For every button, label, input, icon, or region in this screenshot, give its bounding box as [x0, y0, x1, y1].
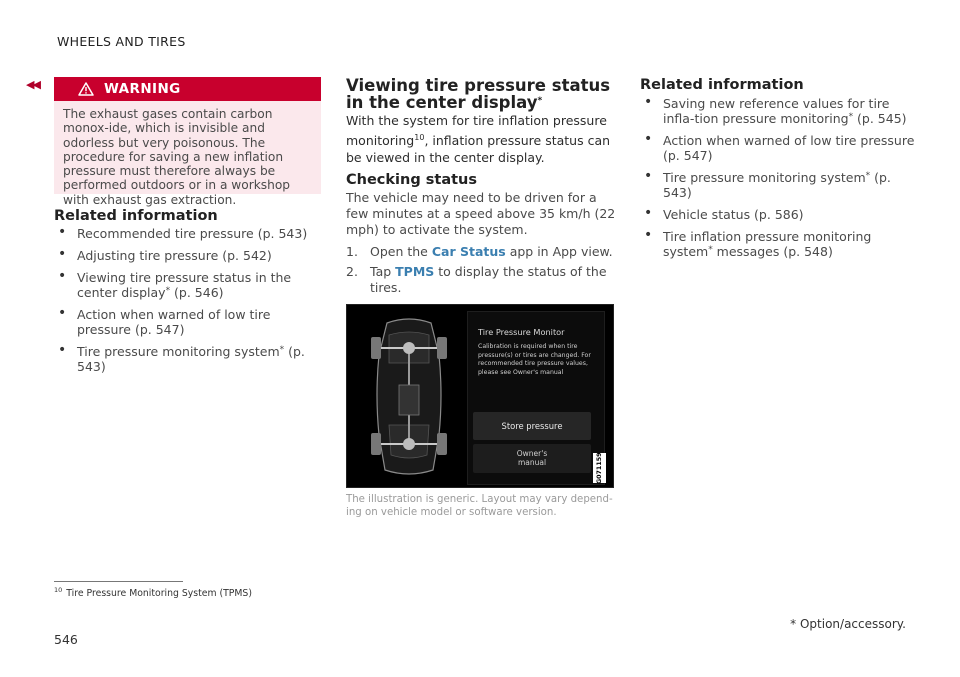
- footnote: $^{10}$ Tire Pressure Monitoring System (TPMS): [54, 586, 252, 600]
- step-item: 2. Tap TPMS to display the status of the tires.: [346, 264, 607, 295]
- related-link[interactable]: • Recommended tire pressure (p. 543): [54, 226, 324, 241]
- option-accessory-note: * Option/accessory.: [790, 617, 906, 631]
- section-title: Viewing tire pressure status in the center display*: [346, 76, 611, 112]
- related-link[interactable]: • Viewing tire pressure status in the center display* (p. 546): [54, 270, 324, 300]
- related-link[interactable]: • Adjusting tire pressure (p. 542): [54, 248, 324, 263]
- car-topview-icon: [359, 315, 459, 480]
- checking-status-body: The vehicle may need to be driven for a few minutes at a speed above 35 km/h (22 mph) to activate the system. 1. Open the Car Status app in App view. 2. Tap TPMS to display the status of the tires.: [346, 190, 616, 295]
- tpms-panel-description: Calibration is required when tire pressure(s) or tires are changed. For recommended tire pressure values, please see Owner's manual: [478, 343, 591, 376]
- tpms-panel: [467, 311, 605, 485]
- related-info-left: [54, 208, 324, 381]
- related-link[interactable]: • Tire inflation pressure monitoring system* messages (p. 548): [640, 229, 915, 259]
- subheading-checking-status: Checking status: [346, 172, 477, 188]
- footnote-divider: [54, 581, 183, 582]
- related-link[interactable]: • Tire pressure monitoring system* (p. 543): [54, 344, 324, 374]
- section-header: WHEELS AND TIRES: [57, 34, 186, 49]
- tpms-panel-title: Tire Pressure Monitor: [478, 327, 565, 337]
- car-status-label: Car Status: [431, 244, 506, 259]
- related-link[interactable]: • Action when warned of low tire pressure (p. 547): [54, 307, 324, 337]
- warning-title: WARNING: [104, 81, 181, 97]
- related-link[interactable]: • Vehicle status (p. 586): [640, 207, 915, 222]
- related-link[interactable]: • Action when warned of low tire pressure (p. 547): [640, 133, 915, 163]
- footnote-ref[interactable]: 10: [414, 133, 425, 142]
- tpms-label: TPMS: [395, 264, 435, 279]
- owners-manual-button[interactable]: Owner's manual: [473, 444, 591, 473]
- warning-text: The exhaust gases contain carbon monox-ide, which is invisible and odorless but very poisonous. The procedure for saving a new inflation pressure must therefore always be performed outdoors or in a workshop with exhaust gas extraction.: [63, 107, 291, 207]
- figure-code: G071159: [593, 453, 606, 483]
- previous-page-icon[interactable]: ◀◀: [26, 78, 39, 91]
- page-number: 546: [54, 632, 78, 647]
- store-pressure-button[interactable]: Store pressure: [473, 412, 591, 440]
- step-item: 1. Open the Car Status app in App view.: [346, 244, 613, 259]
- related-info-right: [640, 77, 915, 266]
- related-link[interactable]: • Tire pressure monitoring system* (p. 543): [640, 170, 915, 200]
- warning-triangle-icon: [78, 82, 94, 96]
- figure-caption: The illustration is generic. Layout may vary depend-ing on vehicle model or software version.: [346, 494, 613, 518]
- related-info-heading: Related information: [640, 77, 804, 93]
- intro-paragraph: With the system for tire inflation pressure monitoring$^{10}$, inflation pressure status can be viewed in the center display.: [346, 113, 611, 166]
- warning-header: [54, 77, 321, 101]
- warning-box: [54, 77, 321, 207]
- related-link[interactable]: • Saving new reference values for tire infla-tion pressure monitoring* (p. 545): [640, 96, 915, 126]
- tpms-screen-illustration: [346, 304, 614, 488]
- related-info-heading: Related information: [54, 208, 218, 224]
